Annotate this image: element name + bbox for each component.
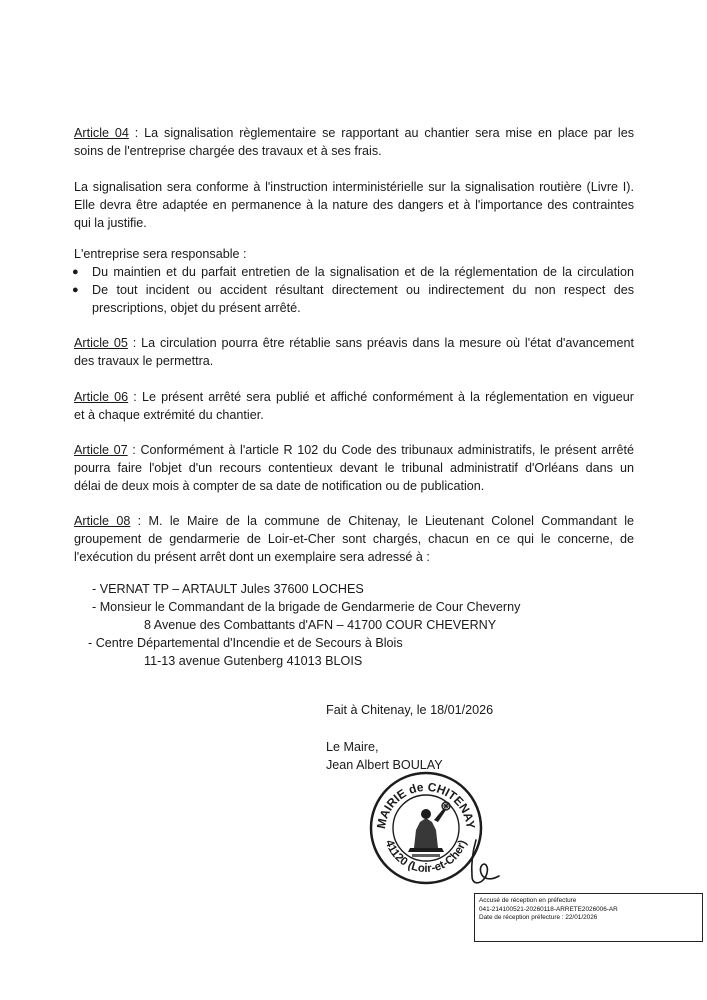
bullet-icon: ● xyxy=(72,266,79,278)
svg-text:MAIRIE de CHITENAY: MAIRIE de CHITENAY xyxy=(373,779,478,830)
bullet-icon: ● xyxy=(72,284,79,296)
signatory-title: Le Maire, xyxy=(326,740,379,754)
recipient-2-address: 8 Avenue des Combattants d'AFN – 41700 COUR CHEVERNY xyxy=(144,618,497,632)
article-06-label: Article 06 xyxy=(74,390,129,404)
article-05-line-2: des travaux le permettra. xyxy=(74,354,214,368)
article-07-line-2: pourra faire l'objet d'un recours contentieux devant le tribunal administratif d'Orléans dans un xyxy=(74,461,634,475)
receipt-line-1: Accusé de réception en préfecture xyxy=(479,897,577,904)
responsibility-intro: L'entreprise sera responsable : xyxy=(74,247,247,261)
signatory-name: Jean Albert BOULAY xyxy=(326,758,443,772)
article-06-line-1: Article 06 : Le présent arrêté sera publié et affiché conformément à la réglementation en vigueur xyxy=(74,390,635,404)
article-08-label: Article 08 xyxy=(74,514,131,528)
article-04-label: Article 04 xyxy=(74,126,129,140)
receipt-line-2: 041-214100521-20260118-ARRETE2026006-AR xyxy=(479,905,618,913)
article-05-line-1: Article 05 : La circulation pourra être rétablie sans préavis dans la mesure où l'état d'avancement xyxy=(74,336,635,350)
article-05-label: Article 05 xyxy=(74,336,128,350)
svg-text:41120 (Loir-et-Cher): 41120 (Loir-et-Cher) xyxy=(382,838,470,876)
recipient-3-address: 11-13 avenue Gutenberg 41013 BLOIS xyxy=(144,654,363,668)
recipient-3: - Centre Départemental d'Incendie et de Secours à Blois xyxy=(88,636,403,650)
article-08-line-2: groupement de gendarmerie de Loir-et-Cher sont chargés, chacun en ce qui le concerne, de xyxy=(74,532,634,546)
responsibility-item-2-line-2: prescriptions, objet du présent arrêté. xyxy=(92,301,301,315)
article-08-line-1: Article 08 : M. le Maire de la commune de Chitenay, le Lieutenant Colonel Commandant le xyxy=(74,514,635,528)
signalisation-line-1: La signalisation sera conforme à l'instruction interministérielle sur la signalisation routière (Livre I). xyxy=(74,180,634,194)
recipient-2: - Monsieur le Commandant de la brigade de Gendarmerie de Cour Cheverny xyxy=(92,600,521,614)
article-07-line-1: Article 07 : Conformément à l'article R 102 du Code des tribunaux administratifs, le présent arrêté xyxy=(74,443,635,457)
recipient-1: - VERNAT TP – ARTAULT Jules 37600 LOCHES xyxy=(92,582,364,596)
article-07-line-3: délai de deux mois à compter de sa date de notification ou de publication. xyxy=(74,479,485,493)
article-04-line-1: Article 04 : La signalisation règlementaire se rapportant au chantier sera mise en place par les xyxy=(74,126,634,140)
receipt-line-3: Date de réception préfecture : 22/01/2026 xyxy=(479,914,598,921)
seal-emblem-icon xyxy=(408,802,450,857)
prefecture-receipt-box xyxy=(474,893,703,942)
fait-a-date: Fait à Chitenay, le 18/01/2026 xyxy=(326,703,494,717)
article-04-line-2: soins de l'entreprise chargée des travaux et à ses frais. xyxy=(74,144,382,158)
article-06-line-2: et à chaque extrémité du chantier. xyxy=(74,408,264,422)
article-07-label: Article 07 xyxy=(74,443,128,457)
signature-mark xyxy=(466,836,506,888)
signalisation-line-3: qui la justifie. xyxy=(74,216,147,230)
signalisation-line-2: Elle devra être adaptée en permanence à la nature des dangers et à l'importance des contraintes xyxy=(74,198,634,212)
responsibility-item-1: Du maintien et du parfait entretien de la signalisation et de la réglementation de la circulation xyxy=(92,265,634,279)
article-08-line-3: l'exécution du présent arrêt dont un exemplaire sera adressé à : xyxy=(74,550,430,564)
responsibility-item-2-line-1: De tout incident ou accident résultant directement ou indirectement du non respect des xyxy=(92,283,634,297)
